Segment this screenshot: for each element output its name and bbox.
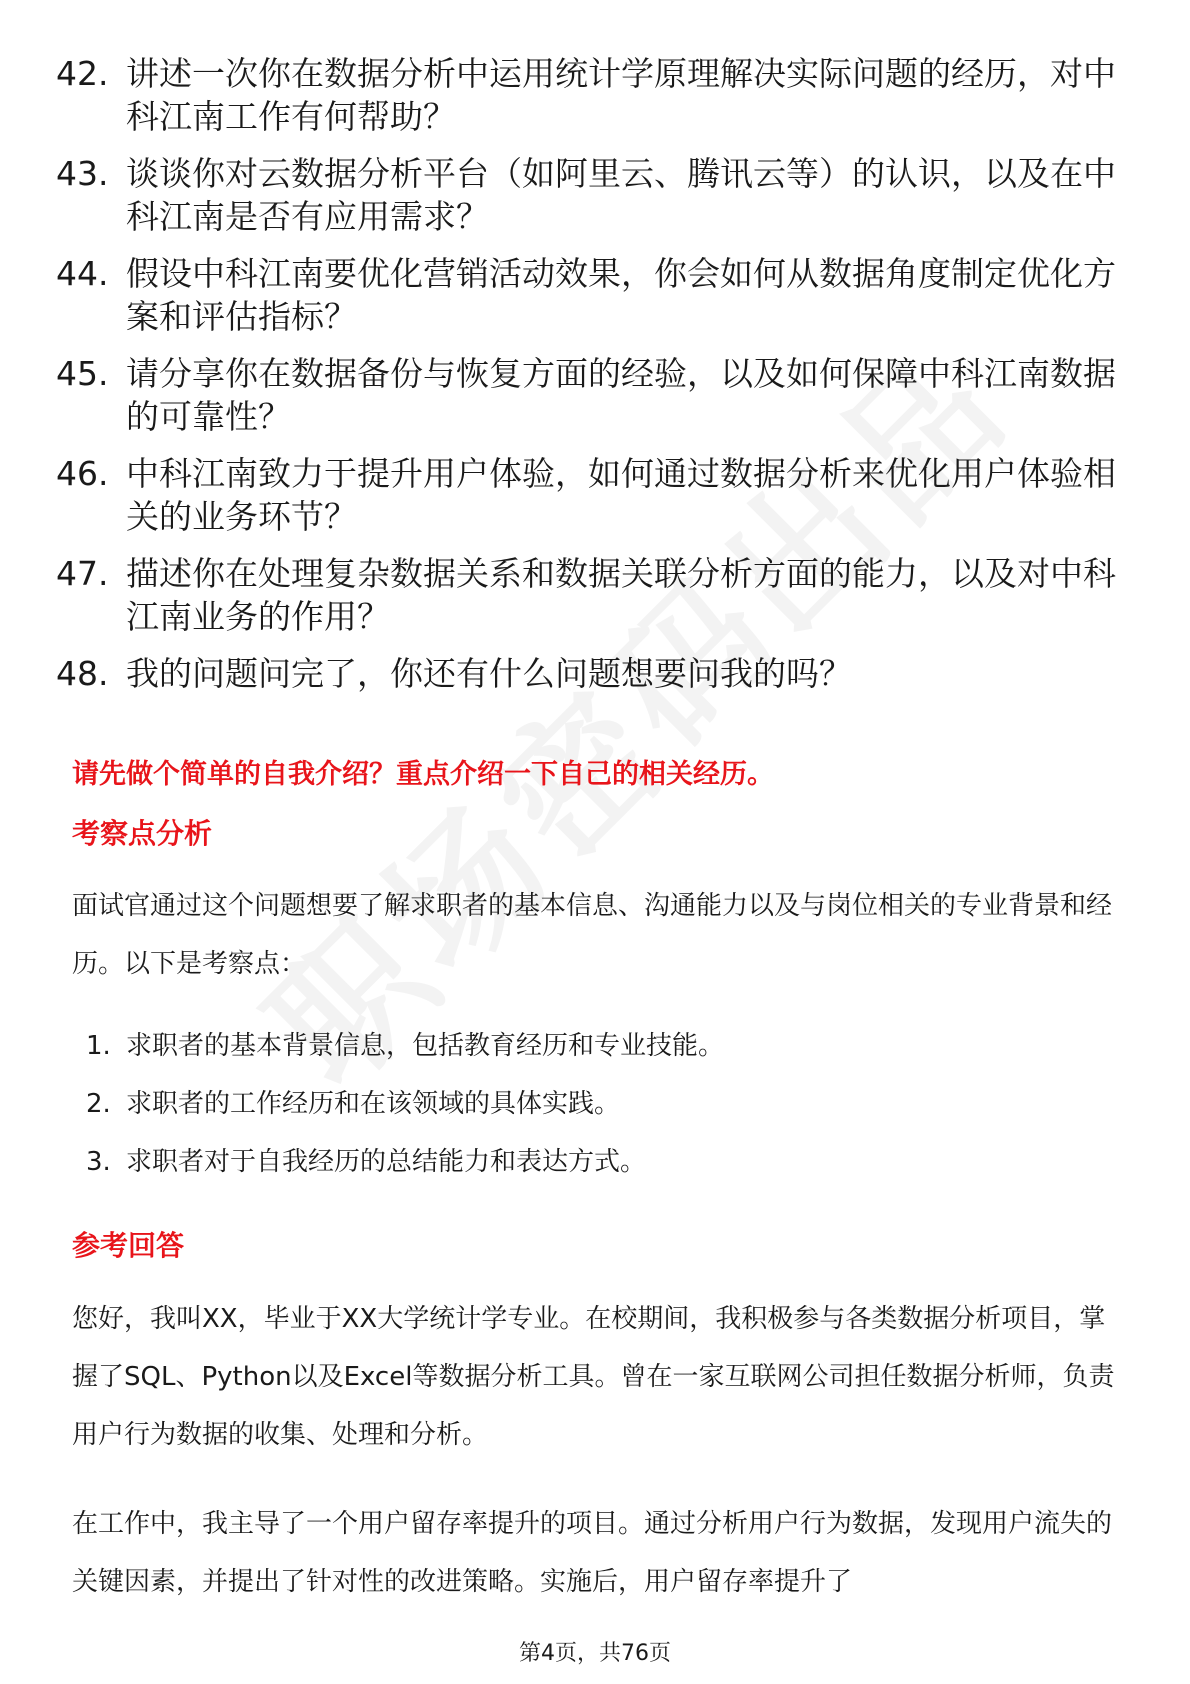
list-item [86,1024,724,1082]
main-question-heading: 请先做个简单的自我介绍？重点介绍一下自己的相关经历。 [72,759,774,790]
page-footer: 第4页，共76页 [519,1641,671,1666]
question-item [56,152,1136,238]
answer-section-title: 参考回答 [72,1229,185,1262]
question-item [56,552,1136,638]
list-item [86,1082,724,1140]
question-number: 45. [56,354,109,393]
question-text: 中科江南致力于提升用户体验，如何通过数据分析来优化用户体验相关的业务环节？ [126,454,1116,536]
list-item-number: 2. [86,1089,111,1119]
analysis-section-title: 考察点分析 [72,817,213,850]
question-text: 谈谈你对云数据分析平台（如阿里云、腾讯云等）的认识，以及在中科江南是否有应用需求？ [126,154,1116,236]
question-number: 42. [56,54,109,93]
question-number: 43. [56,154,109,193]
analysis-intro: 面试官通过这个问题想要了解求职者的基本信息、沟通能力以及与岗位相关的专业背景和经历。以下是考察点： [72,891,1113,979]
question-text: 我的问题问完了，你还有什么问题想要问我的吗？ [126,654,852,693]
question-item [56,452,1136,538]
question-number: 44. [56,254,109,293]
list-item-text: 求职者对于自我经历的总结能力和表达方式。 [126,1147,647,1177]
question-item [56,252,1136,338]
list-item-text: 求职者的基本背景信息，包括教育经历和专业技能。 [126,1031,725,1061]
question-item [56,352,1136,438]
question-text: 假设中科江南要优化营销活动效果，你会如何从数据角度制定优化方案和评估指标？ [126,254,1116,336]
question-item [56,52,1136,138]
question-number: 48. [56,654,109,693]
question-number: 47. [56,554,109,593]
analysis-points-list [86,1024,724,1198]
question-number: 46. [56,454,109,493]
list-item-number: 3. [86,1147,111,1177]
list-item [86,1140,724,1198]
list-item-text: 求职者的工作经历和在该领域的具体实践。 [126,1089,621,1119]
question-list [56,52,1136,709]
answer-paragraph: 您好，我叫XX，毕业于XX大学统计学专业。在校期间，我积极参与各类数据分析项目，掌握了SQL、Python以及Excel等数据分析工具。曾在一家互联网公司担任数据分析师，负责用户行为数据的收集、处理和分析。 [72,1304,1115,1450]
question-text: 讲述一次你在数据分析中运用统计学原理解决实际问题的经历，对中科江南工作有何帮助？ [126,54,1116,136]
question-item [56,652,1136,695]
question-text: 请分享你在数据备份与恢复方面的经验，以及如何保障中科江南数据的可靠性？ [126,354,1116,436]
list-item-number: 1. [86,1031,111,1061]
question-text: 描述你在处理复杂数据关系和数据关联分析方面的能力，以及对中科江南业务的作用？ [126,554,1116,636]
answer-paragraph: 在工作中，我主导了一个用户留存率提升的项目。通过分析用户行为数据，发现用户流失的关键因素，并提出了针对性的改进策略。实施后，用户留存率提升了 [72,1509,1113,1597]
